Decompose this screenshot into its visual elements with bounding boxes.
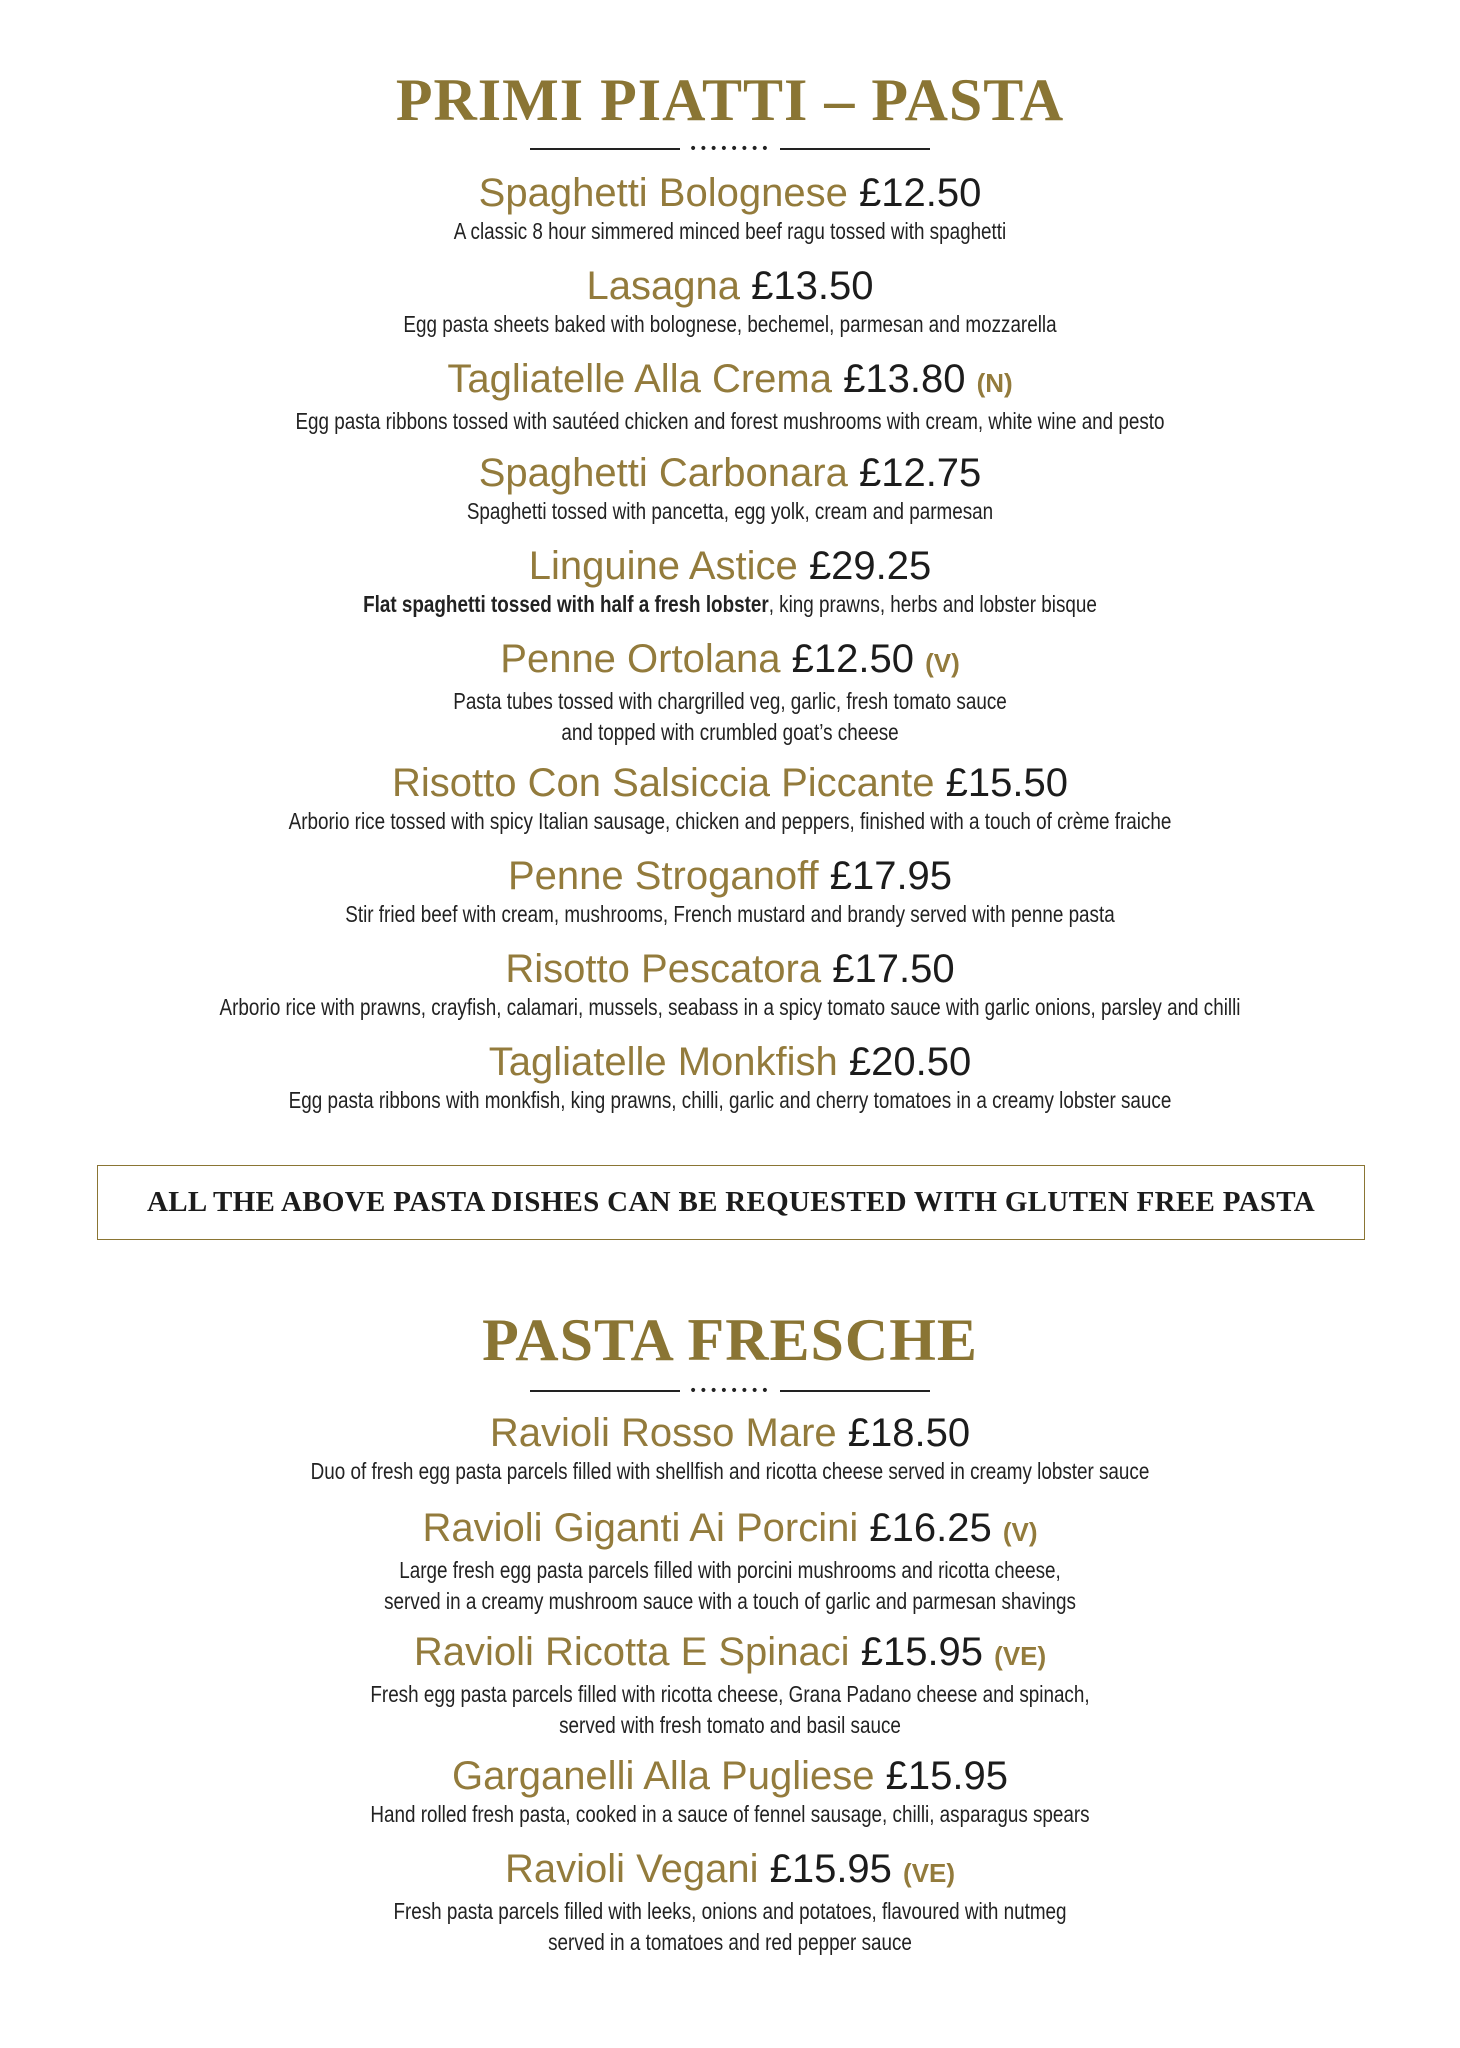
menu-item: [0, 1039, 1460, 1116]
item-price: £16.25: [869, 1506, 992, 1550]
item-description: Egg pasta sheets baked with bolognese, bechemel, parmesan and mozzarella: [403, 311, 1057, 337]
item-name: Penne Ortolana: [500, 637, 781, 681]
item-price: £15.95: [769, 1847, 892, 1891]
menu-item: [0, 1505, 1460, 1617]
item-description: and topped with crumbled goat’s cheese: [561, 719, 899, 745]
item-description: A classic 8 hour simmered minced beef ragu tossed with spaghetti: [453, 218, 1007, 244]
item-name: Spaghetti Carbonara: [478, 451, 848, 495]
dietary-tag: (VE): [994, 1641, 1047, 1671]
menu-item: [0, 636, 1460, 748]
item-price: £15.95: [885, 1754, 1008, 1798]
item-description-rest: , king prawns, herbs and lobster bisque: [768, 591, 1097, 617]
item-name: Spaghetti Bolognese: [478, 171, 848, 215]
item-name: Penne Stroganoff: [507, 854, 819, 898]
menu-item: [0, 1629, 1460, 1741]
item-description: [131, 589, 1328, 620]
item-price: £13.80: [843, 357, 966, 401]
item-name: Garganelli Alla Pugliese: [452, 1754, 875, 1798]
item-price: £12.50: [791, 637, 914, 681]
item-name: Tagliatelle Alla Crema: [447, 357, 832, 401]
item-description: Arborio rice with prawns, crayfish, calamari, mussels, seabass in a spicy tomato sauce with garlic onions, parsley and chilli: [219, 994, 1241, 1020]
dietary-tag: (VE): [903, 1858, 956, 1888]
item-description: Large fresh egg pasta parcels filled with porcini mushrooms and ricotta cheese,: [399, 1557, 1061, 1583]
section-title-pasta-fresche: PASTA FRESCHE: [482, 1307, 978, 1373]
menu-item: [0, 543, 1460, 620]
item-price: £12.50: [858, 171, 982, 215]
section-divider: ••••••••: [530, 142, 930, 156]
item-price: £18.50: [847, 1411, 971, 1455]
section-divider: ••••••••: [530, 1384, 930, 1398]
item-price: £17.50: [832, 947, 955, 991]
item-price: £17.95: [829, 854, 953, 898]
menu-item: [0, 1410, 1460, 1487]
item-price: £20.50: [848, 1040, 972, 1084]
menu-item: [0, 946, 1460, 1023]
item-description: Pasta tubes tossed with chargrilled veg, garlic, fresh tomato sauce: [453, 688, 1007, 714]
item-name: Lasagna: [586, 264, 740, 308]
item-price: £15.95: [860, 1630, 984, 1674]
item-description: served in a tomatoes and red pepper sauce: [548, 1929, 912, 1955]
item-price: £15.50: [945, 761, 1068, 805]
dietary-tag: (V): [1002, 1517, 1038, 1547]
menu-item: [0, 356, 1460, 437]
item-description: Duo of fresh egg pasta parcels filled with shellfish and ricotta cheese served in creamy lobster sauce: [310, 1458, 1150, 1484]
item-price: £12.75: [858, 451, 982, 495]
item-name: Ravioli Ricotta E Spinaci: [413, 1630, 850, 1674]
item-description: Fresh egg pasta parcels filled with ricotta cheese, Grana Padano cheese and spinach,: [370, 1681, 1090, 1707]
menu-item: [0, 1753, 1460, 1830]
gluten-free-notice: ALL THE ABOVE PASTA DISHES CAN BE REQUESTED WITH GLUTEN FREE PASTA: [97, 1165, 1365, 1240]
menu-item: [0, 263, 1460, 340]
item-description: Fresh pasta parcels filled with leeks, onions and potatoes, flavoured with nutmeg: [393, 1898, 1067, 1924]
item-description: Egg pasta ribbons tossed with sautéed chicken and forest mushrooms with cream, white wine and pesto: [295, 408, 1165, 434]
item-description-bold: Flat spaghetti tossed with half a fresh lobster: [363, 591, 769, 617]
menu-item: [0, 170, 1460, 247]
item-name: Risotto Con Salsiccia Piccante: [392, 761, 935, 805]
item-name: Risotto Pescatora: [505, 947, 822, 991]
item-description: served with fresh tomato and basil sauce: [559, 1712, 901, 1738]
section-title-primi-piatti: PRIMI PIATTI – PASTA: [395, 67, 1065, 133]
item-name: Tagliatelle Monkfish: [488, 1040, 838, 1084]
item-price: £13.50: [751, 264, 874, 308]
dietary-tag: (N): [976, 368, 1013, 398]
item-description: Spaghetti tossed with pancetta, egg yolk, cream and parmesan: [466, 498, 994, 524]
item-description: served in a creamy mushroom sauce with a touch of garlic and parmesan shavings: [384, 1588, 1076, 1614]
item-description: Arborio rice tossed with spicy Italian sausage, chicken and peppers, finished with a touch of crème fraiche: [288, 808, 1172, 834]
menu-item: [0, 450, 1460, 527]
menu-item: [0, 760, 1460, 837]
item-price: £29.25: [808, 544, 932, 588]
item-description: Egg pasta ribbons with monkfish, king prawns, chilli, garlic and cherry tomatoes in a creamy lobster sauce: [288, 1087, 1172, 1113]
menu-item: [0, 1846, 1460, 1958]
menu-item: [0, 853, 1460, 930]
item-name: Ravioli Giganti Ai Porcini: [422, 1506, 859, 1550]
item-name: Ravioli Rosso Mare: [489, 1411, 837, 1455]
dietary-tag: (V): [925, 648, 960, 678]
item-name: Linguine Astice: [528, 544, 798, 588]
item-description: Hand rolled fresh pasta, cooked in a sauce of fennel sausage, chilli, asparagus spears: [370, 1801, 1090, 1827]
item-description: Stir fried beef with cream, mushrooms, French mustard and brandy served with penne pasta: [345, 901, 1115, 927]
item-name: Ravioli Vegani: [504, 1847, 759, 1891]
